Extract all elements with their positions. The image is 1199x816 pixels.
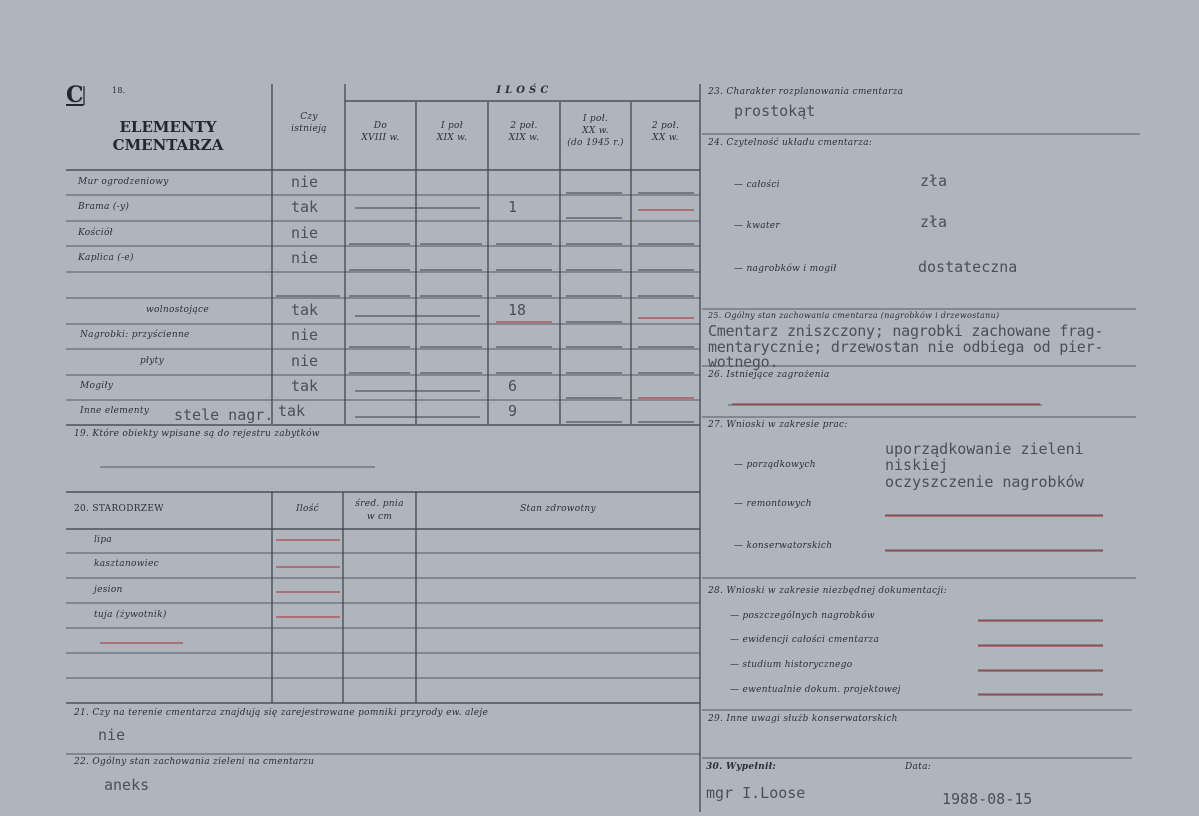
row-label: Mur ogrodzeniowy [78,177,169,187]
q29-label: 29. Inne uwagi służb konserwatorskich [708,714,898,724]
q25-line-2: mentarycznie; drzewostan nie odbiega od pier- [708,338,1104,356]
row-exists: nie [291,326,319,344]
row-qty-2pol-xix: 9 [508,402,518,420]
data-value: 1988-08-15 [942,790,1033,808]
row-label: płyty [140,356,164,366]
row-label: Kościół [78,228,113,238]
q19-label: 19. Które obiekty wpisane są do rejestru zabytków [74,429,320,439]
q28-item-3: — studium historycznego [730,660,853,670]
q25-line-3: wotnego. [708,353,779,371]
ilosc-col-5-line-2: XX w. [652,133,679,143]
ilosc-col-4-line-1: I poł. [582,114,609,124]
q25-line-1: Cmentarz zniszczony; nagrobki zachowane frag- [708,322,1104,340]
ilosc-col-1-line-1: Do [373,121,388,131]
ilosc-col-5-line-1: 2 poł. [651,121,680,131]
q28-item-4: — ewentualnie dokum. projektowej [730,685,901,695]
row-qty-2pol-xix: 1 [508,198,518,216]
q24-item-2: — kwater [734,221,781,231]
q24-item-1: — całości [734,180,780,190]
row-exists: nie [291,224,319,242]
q20-sred-2: w cm [366,512,393,522]
row-qty-2pol-xix: 18 [508,301,527,319]
q24-value-3: dostateczna [918,258,1018,276]
inne-typed: stele nagr. [174,406,274,424]
q30-label: 30. Wypełnił: [706,762,777,772]
q27-value-2: niskiej [885,456,949,474]
ilosc-col-1-line-2: XVIII w. [361,133,400,143]
elements-title-2: CMENTARZA [112,136,224,154]
row-exists: nie [291,173,319,191]
q20-ilosc: Ilość [295,504,319,514]
q25-label: 25. Ogólny stan zachowania cmentarza (nagrobków i drzewostanu) [708,311,1000,320]
row-exists: tak [278,402,306,420]
elements-title-1: ELEMENTY [119,118,217,136]
q18-number: 18. [112,86,126,95]
row-label: Nagrobki: przyścienne [80,330,190,340]
ilosc-col-4-line-3: (do 1945 r.) [567,138,624,148]
tree-2: kasztanowiec [94,559,159,569]
data-label: Data: [905,762,932,772]
czy-istnieja-2: istnieją [291,124,327,134]
row-label: Inne elementy [80,406,150,416]
q26-label: 26. Istniejące zagrożenia [708,370,830,380]
ilosc-col-3-line-2: XIX w. [508,133,540,143]
q30-value: mgr I.Loose [706,784,806,802]
row-exists: tak [291,377,319,395]
q28-item-2: — ewidencji całości cmentarza [730,635,880,645]
ilosc-col-2-line-1: I poł [440,121,463,131]
ilosc-header: I L O Ś C [496,85,549,96]
q27-item-2: — remontowych [734,499,812,509]
q21-label: 21. Czy na terenie cmentarza znajdują się zarejestrowane pomniki przyrody ew. aleje [74,708,489,718]
q27-item-3: — konserwatorskich [734,541,833,551]
q22-value: aneks [104,776,150,794]
q27-value-1: uporządkowanie zieleni [885,440,1084,458]
q20-sred-1: śred. pnia [355,499,404,509]
row-exists: tak [291,301,319,319]
q21-value: nie [98,726,126,744]
row-label: Mogiły [80,381,114,391]
q24-label: 24. Czytelność układu cmentarza: [708,138,873,148]
tree-3: jesion [94,585,123,595]
q27-item-1: — porządkowych [734,460,816,470]
ilosc-col-3-line-1: 2 poł. [510,121,538,131]
row-label: Brama (-y) [78,202,130,212]
q20-stan: Stan zdrowotny [520,504,596,514]
q27-label: 27. Wnioski w zakresie prac: [708,420,848,430]
q22-label: 22. Ogólny stan zachowania zieleni na cmentarzu [74,757,315,767]
q27-value-3: oczyszczenie nagrobków [885,473,1084,491]
q28-label: 28. Wnioski w zakresie niezbędnej dokumentacji: [708,586,948,596]
row-exists: nie [291,352,319,370]
row-label: wolnostojące [146,305,209,315]
ilosc-col-2-line-2: XIX w. [436,133,468,143]
q28-item-1: — poszczególnych nagrobków [730,611,875,621]
q23-label: 23. Charakter rozplanowania cmentarza [708,87,904,97]
row-exists: nie [291,249,319,267]
q24-value-1: zła [920,172,948,190]
tree-1: lipa [94,535,113,545]
q24-value-2: zła [920,213,948,231]
tree-4: tuja (żywotnik) [94,610,167,620]
q20-title: 20. STARODRZEW [74,504,164,514]
q24-item-3: — nagrobków i mogił [734,264,837,274]
row-qty-2pol-xix: 6 [508,377,518,395]
ilosc-col-4-line-2: XX w. [582,126,609,136]
q23-value: prostokąt [734,102,816,120]
czy-istnieja-1: Czy [300,112,318,122]
row-label: Kaplica (-e) [78,253,134,263]
row-exists: tak [291,198,319,216]
section-letter: C [66,82,84,108]
